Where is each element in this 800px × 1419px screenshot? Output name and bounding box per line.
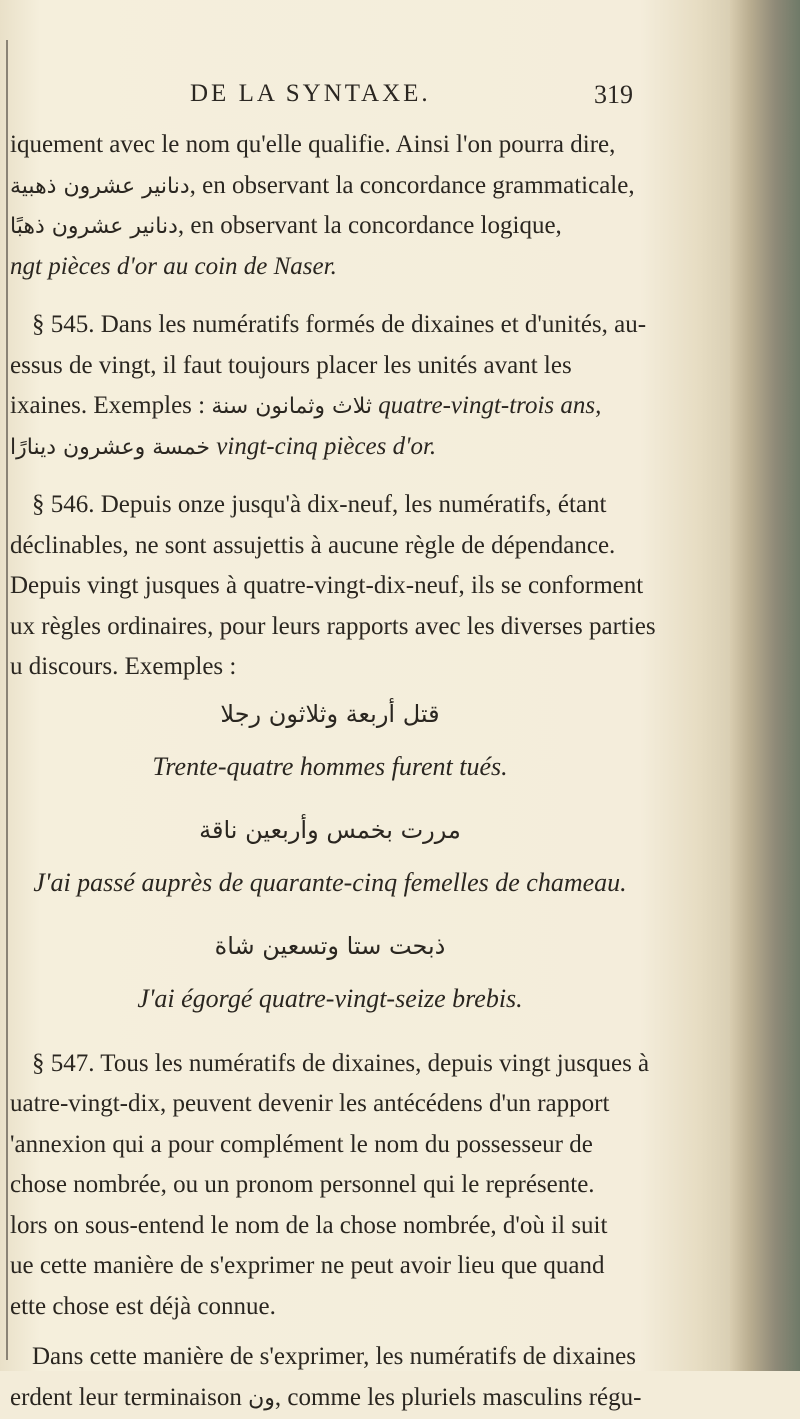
text-fragment: , comme les pluriels masculins régu- [274, 1383, 642, 1411]
text-fragment: , en observant la concordance logique, [177, 212, 562, 239]
text-line [10, 206, 650, 247]
text-fragment: , en observant la concordance grammaticale, [189, 171, 635, 199]
book-spine-edge [730, 0, 800, 1371]
arabic-phrase: دنانير عشرون ذهبًا [10, 214, 178, 239]
page-body [10, 125, 656, 1418]
paragraph-547-line: ue cette manière de s'exprimer ne peut avoir lieu que quand [10, 1252, 605, 1279]
page-number: 319 [594, 80, 633, 109]
paragraph-547-line: § 547. Tous les numératifs de dixaines, depuis vingt jusques à [32, 1049, 650, 1077]
paragraph-line: Dans cette manière de s'exprimer, les numératifs de dixaines [32, 1343, 636, 1370]
page-left-edge [6, 40, 8, 1360]
text-fragment: vingt-cinq pièces d'or. [216, 432, 437, 460]
text-fragment: erdent leur terminaison [10, 1383, 242, 1411]
paragraph-546-line: déclinables, ne sont assujettis à aucune règle de dépendance. [10, 531, 616, 559]
paragraph-547-line: ette chose est déjà connue. [10, 1292, 276, 1320]
paragraph-547-line: lors on sous-entend le nom de la chose nombrée, d'où il suit [10, 1211, 608, 1239]
arabic-phrase: ون [248, 1385, 275, 1411]
paragraph-545-line: § 545. Dans les numératifs formés de dixaines et d'unités, au- [32, 311, 647, 338]
paragraph-546-line: ux règles ordinaires, pour leurs rapports avec les diverses parties [10, 612, 656, 640]
arabic-phrase: ثلاث وثمانون سنة [211, 394, 372, 419]
example-translation: Trente-quatre hommes furent tués. [152, 751, 508, 781]
example-arabic: مررت بخمس وأربعين ناقة [199, 815, 461, 844]
paragraph-547-line: chose nombrée, ou un pronom personnel qui le représente. [10, 1171, 595, 1198]
example-translation: J'ai égorgé quatre-vingt-seize brebis. [137, 983, 523, 1013]
paragraph-546-line: § 546. Depuis onze jusqu'à dix-neuf, les numératifs, étant [32, 491, 607, 518]
running-title: DE LA SYNTAXE. [190, 80, 431, 107]
arabic-phrase: دنانير عشرون ذهبية [10, 173, 190, 199]
text-line [10, 166, 650, 207]
text-line: ngt pièces d'or au coin de Naser. [10, 252, 337, 280]
text-line: iquement avec le nom qu'elle qualifie. Ainsi l'on pourra dire, [10, 131, 616, 158]
paragraph-545-line [10, 427, 650, 468]
paragraph-545-line [10, 386, 650, 427]
example-translation: J'ai passé auprès de quarante-cinq femelles de chameau. [33, 867, 627, 897]
paragraph-546-line: u discours. Exemples : [10, 653, 237, 680]
text-fragment: quatre-vingt-trois ans, [378, 392, 602, 419]
page-header [0, 80, 690, 116]
example-arabic: قتل أربعة وثلاثون رجلا [220, 699, 440, 728]
paragraph-545-line: essus de vingt, il faut toujours placer les unités avant les [10, 351, 572, 379]
arabic-phrase: خمسة وعشرون دينارًا [10, 434, 211, 460]
paragraph-547-line: uatre-vingt-dix, peuvent devenir les antécédens d'un rapport [10, 1090, 610, 1117]
paragraph-line [10, 1378, 650, 1419]
paragraph-547-line: 'annexion qui a pour complément le nom du possesseur de [10, 1130, 593, 1158]
text-fragment: ixaines. Exemples : [10, 392, 206, 419]
paragraph-546-line: Depuis vingt jusques à quatre-vingt-dix-neuf, ils se conforment [10, 572, 644, 599]
example-arabic: ذبحت ستا وتسعين شاة [214, 931, 446, 960]
